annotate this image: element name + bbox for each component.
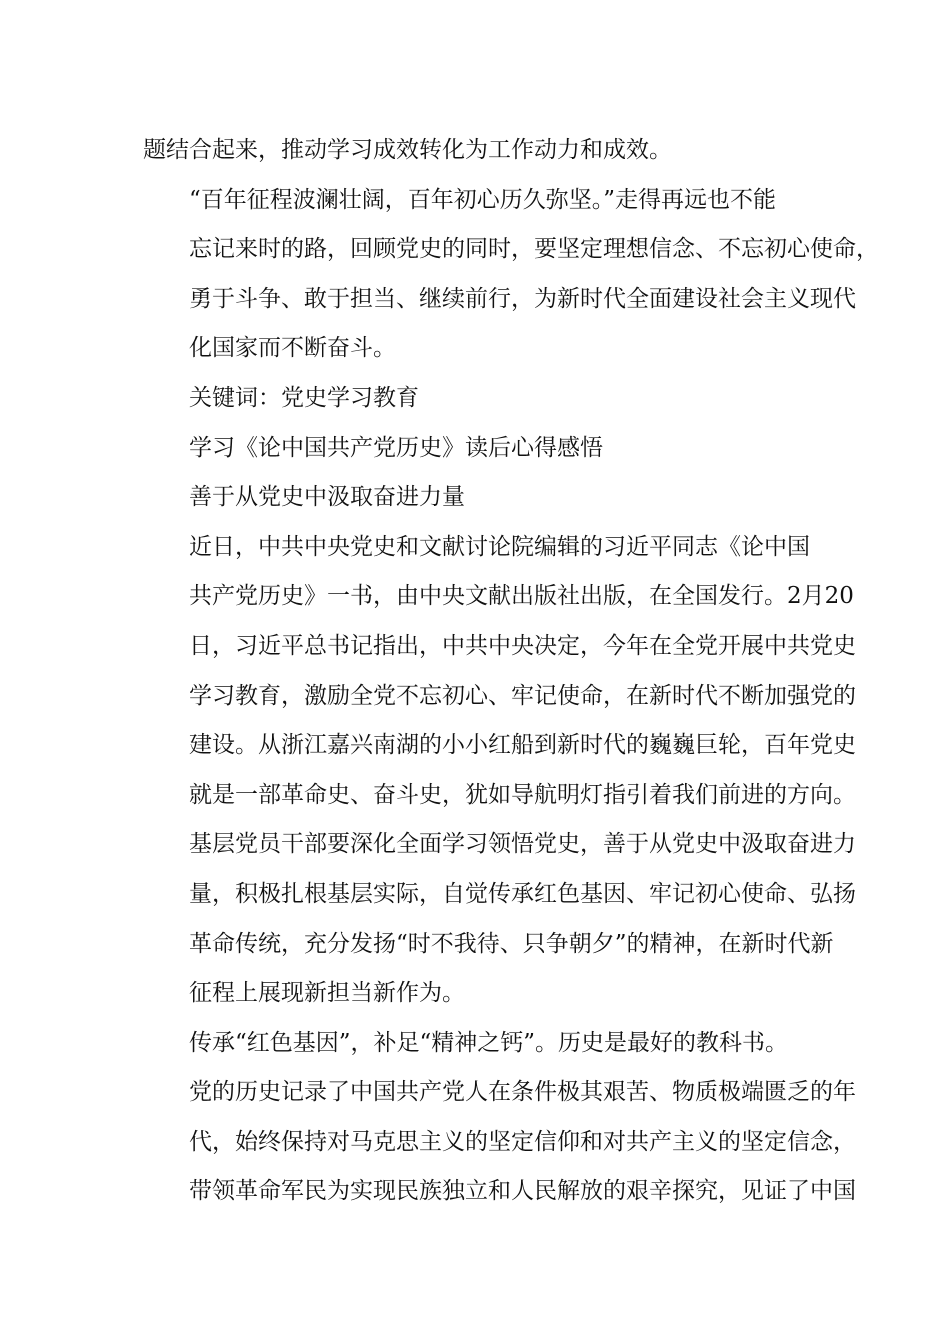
- text-line: 代，始终保持对马克思主义的坚定信仰和对共产主义的坚定信念，: [189, 1128, 856, 1155]
- text-line: 化国家而不断奋斗。: [189, 335, 396, 362]
- text-line: 善于从党史中汲取奋进力量: [189, 484, 465, 511]
- paragraph-quote: [143, 176, 879, 374]
- paragraph-continuation: [143, 126, 833, 176]
- text-line: 征程上展现新担当新作为。: [189, 980, 465, 1007]
- text-line: 勇于斗争、敢于担当、继续前行，为新时代全面建设社会主义现代: [189, 285, 856, 312]
- text-line: 传承“红色基因”，补足“精神之钙”。历史是最好的教科书。: [189, 1029, 789, 1056]
- text-line: 共产党历史》一书，由中央文献出版社出版，在全国发行。2月20: [189, 583, 854, 610]
- text-line: “百年征程波澜壮阔，百年初心历久弥坚。”走得再远也不能: [189, 186, 777, 213]
- text-line: 近日，中共中央党史和文献讨论院编辑的习近平同志《论中国: [189, 533, 810, 560]
- paragraph-red-gene: [143, 1019, 856, 1217]
- paragraph-article-title: [143, 424, 833, 474]
- paragraph-keywords: [143, 374, 833, 424]
- text-line: 学习《论中国共产党历史》读后心得感悟: [189, 434, 603, 461]
- text-line: 日，习近平总书记指出，中共中央决定，今年在全党开展中共党史: [189, 632, 856, 659]
- paragraph-intro: [143, 523, 856, 1019]
- body-text: [143, 126, 879, 1217]
- text-line: 带领革命军民为实现民族独立和人民解放的艰辛探究，见证了中国: [189, 1178, 856, 1205]
- text-line: 革命传统，充分发扬“时不我待、只争朝夕”的精神，在新时代新: [189, 930, 834, 957]
- text-line: 党的历史记录了中国共产党人在条件极其艰苦、物质极端匮乏的年: [189, 1079, 856, 1106]
- text-line: 建设。从浙江嘉兴南湖的小小红船到新时代的巍巍巨轮，百年党史: [189, 732, 856, 759]
- text-line: 基层党员干部要深化全面学习领悟党史，善于从党史中汲取奋进力: [189, 831, 856, 858]
- text-line: 学习教育，激励全党不忘初心、牢记使命，在新时代不断加强党的: [189, 682, 856, 709]
- text-line: 量，积极扎根基层实际，自觉传承红色基因、牢记初心使命、弘扬: [189, 880, 856, 907]
- text-line: 关键词：党史学习教育: [189, 384, 419, 411]
- text-line: 忘记来时的路，回顾党史的同时，要坚定理想信念、不忘初心使命，: [189, 236, 879, 263]
- paragraph-subtitle: [143, 473, 833, 523]
- text-line: 题结合起来，推动学习成效转化为工作动力和成效。: [143, 137, 672, 163]
- text-line: 就是一部革命史、奋斗史，犹如导航明灯指引着我们前进的方向。: [189, 781, 856, 808]
